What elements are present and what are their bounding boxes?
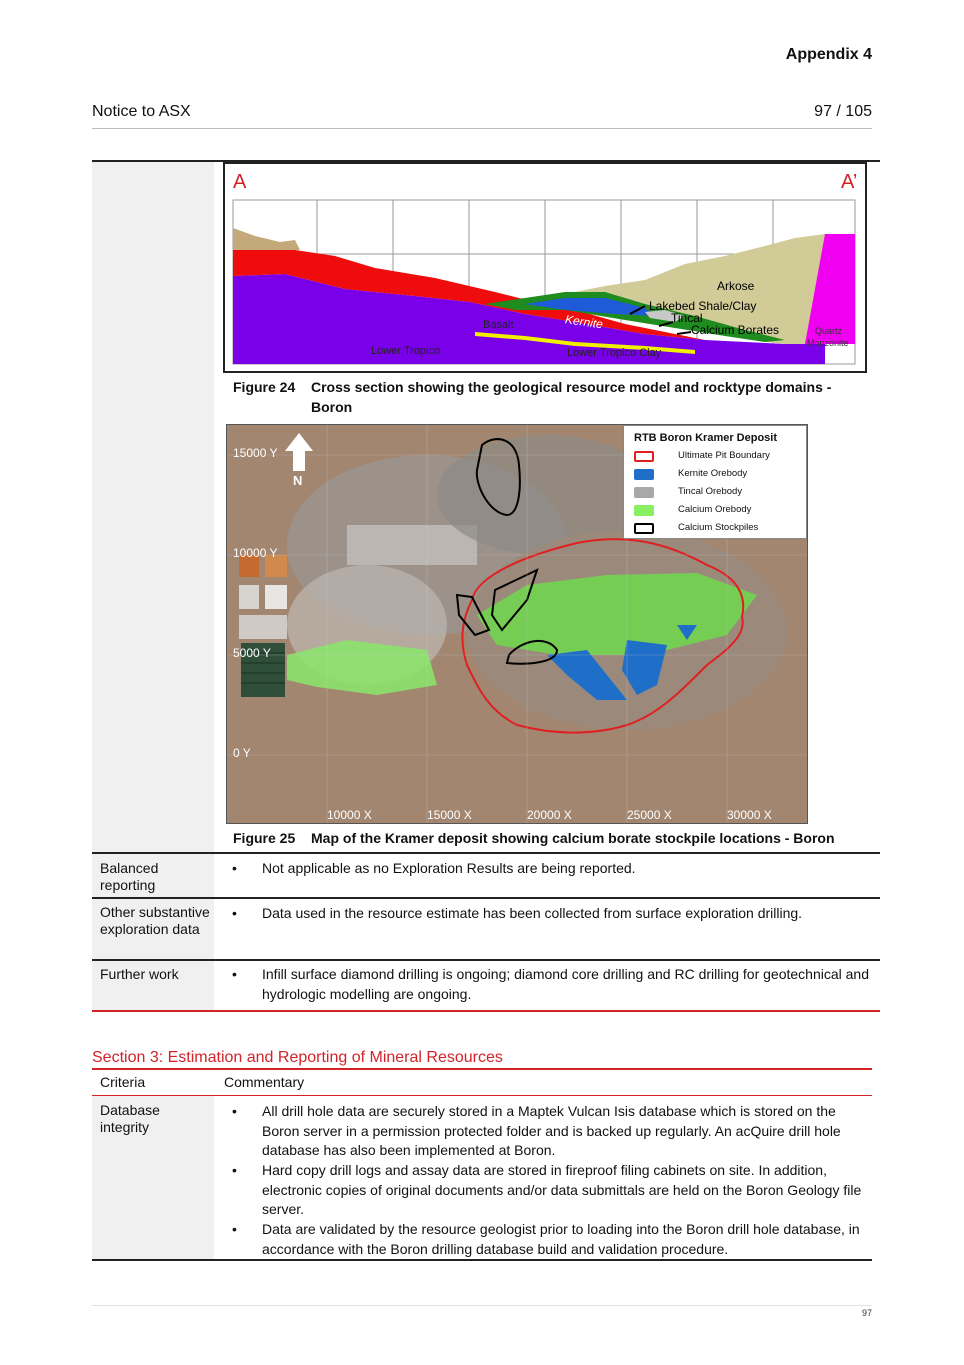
section-3-bottom-border bbox=[92, 1259, 872, 1261]
criteria-column-shade bbox=[92, 162, 214, 852]
overburden-layer bbox=[233, 228, 300, 250]
bullet-item: • Not applicable as no Exploration Results are being reported. bbox=[232, 860, 636, 876]
legend-swatch bbox=[634, 505, 654, 516]
legend-item bbox=[634, 522, 804, 536]
figure-25-caption bbox=[233, 828, 873, 848]
figure-24-caption-line2: Boron bbox=[311, 399, 353, 415]
label-monzonite: Monzonite bbox=[807, 338, 849, 348]
col-criteria-header: Criteria bbox=[100, 1074, 146, 1090]
figure-24-caption-line1: Cross section showing the geological resource model and rocktype domains - bbox=[311, 379, 832, 395]
north-label: N bbox=[293, 473, 303, 488]
legend-swatch bbox=[634, 487, 654, 498]
label-lower-tropico: Lower Tropico bbox=[371, 345, 441, 357]
label-quartz: Quartz bbox=[815, 326, 843, 336]
label-a-prime: A’ bbox=[841, 171, 858, 193]
label-arkose: Arkose bbox=[717, 279, 755, 293]
legend-label: Kernite Orebody bbox=[678, 468, 748, 479]
criteria-other-exploration-data: Other substantive exploration data bbox=[100, 904, 210, 937]
criteria-database-integrity: Database integrity bbox=[100, 1102, 160, 1135]
figure-24-cross-section bbox=[223, 162, 867, 373]
bullet-item: • All drill hole data are securely stored in a Maptek Vulcan Isis database which is stored on the Boron server in a permission protected folder and is backed up regularly. An acQuire drill hole database has also been implemented at Boron. bbox=[232, 1103, 841, 1158]
x-label-20000: 20000 X bbox=[527, 808, 572, 822]
figure-24-caption bbox=[233, 377, 873, 417]
section-3-title: Section 3: Estimation and Reporting of Mineral Resources bbox=[92, 1049, 503, 1066]
label-tincal: Tincal bbox=[671, 311, 703, 325]
legend-item bbox=[634, 504, 804, 518]
page-number: 97 / 105 bbox=[814, 103, 872, 120]
legend-title: RTB Boron Kramer Deposit bbox=[634, 432, 778, 444]
criteria-further-work: Further work bbox=[100, 966, 179, 982]
x-label-10000: 10000 X bbox=[327, 808, 372, 822]
legend-label: Ultimate Pit Boundary bbox=[678, 450, 770, 461]
legend-label: Calcium Orebody bbox=[678, 504, 752, 515]
bullet-item: • Hard copy drill logs and assay data are stored in fireproof filing cabinets on site. In addition, electronic copies of original documents and/or data submittals are held on the Boron Geology file server. bbox=[232, 1162, 862, 1217]
bullet-item: • Data used in the resource estimate has been collected from surface exploration drilling. bbox=[232, 905, 803, 921]
label-calcium-borates: Calcium Borates bbox=[691, 323, 780, 337]
x-label-15000: 15000 X bbox=[427, 808, 472, 822]
label-lakebed: Lakebed Shale/Clay bbox=[649, 299, 757, 313]
figure-25-caption-text: Map of the Kramer deposit showing calcium borate stockpile locations - Boron bbox=[311, 830, 835, 846]
y-label-10000: 10000 Y bbox=[233, 546, 278, 560]
x-label-25000: 25000 X bbox=[627, 808, 672, 822]
label-a: A bbox=[233, 171, 247, 193]
section-3-rule bbox=[92, 1068, 872, 1070]
figure-24-label: Figure 24 bbox=[233, 379, 296, 395]
label-lower-tropico-clay: Lower Tropico Clay bbox=[567, 347, 662, 359]
y-label-5000: 5000 Y bbox=[233, 646, 271, 660]
table-bottom-border bbox=[92, 1010, 880, 1012]
y-label-15000: 15000 Y bbox=[233, 446, 278, 460]
bullet-item: • Data are validated by the resource geologist prior to loading into the Boron drill hole database, in accordance with the Boron drilling database build and validation procedure. bbox=[232, 1221, 860, 1257]
header-divider bbox=[92, 128, 872, 129]
label-kernite: Kernite bbox=[564, 312, 604, 332]
legend-item bbox=[634, 486, 804, 500]
legend-label: Calcium Stockpiles bbox=[678, 522, 759, 533]
y-label-0: 0 Y bbox=[233, 746, 251, 760]
figure-25-label: Figure 25 bbox=[233, 830, 296, 846]
cross-section-svg bbox=[225, 164, 865, 371]
x-label-30000: 30000 X bbox=[727, 808, 772, 822]
footer-page-number: 97 bbox=[861, 1308, 872, 1318]
legend-swatch bbox=[634, 451, 654, 462]
legend-item bbox=[634, 468, 804, 482]
notice-title: Notice to ASX bbox=[92, 103, 191, 120]
criteria-balanced-reporting: Balanced reporting bbox=[100, 860, 159, 893]
footer-divider bbox=[92, 1305, 872, 1306]
appendix-label: Appendix 4 bbox=[785, 46, 872, 63]
legend-swatch bbox=[634, 469, 654, 480]
figure-25-map bbox=[226, 424, 808, 824]
legend-swatch bbox=[634, 523, 654, 534]
label-basalt: Basalt bbox=[483, 319, 514, 331]
legend-label: Tincal Orebody bbox=[678, 486, 743, 497]
legend-item bbox=[634, 450, 804, 464]
bullet-item: • Infill surface diamond drilling is ongoing; diamond core drilling and RC drilling for geotechnical and hydrologic modelling are ongoing. bbox=[232, 966, 870, 1002]
col-commentary-header: Commentary bbox=[224, 1074, 305, 1090]
map-legend bbox=[623, 425, 807, 539]
